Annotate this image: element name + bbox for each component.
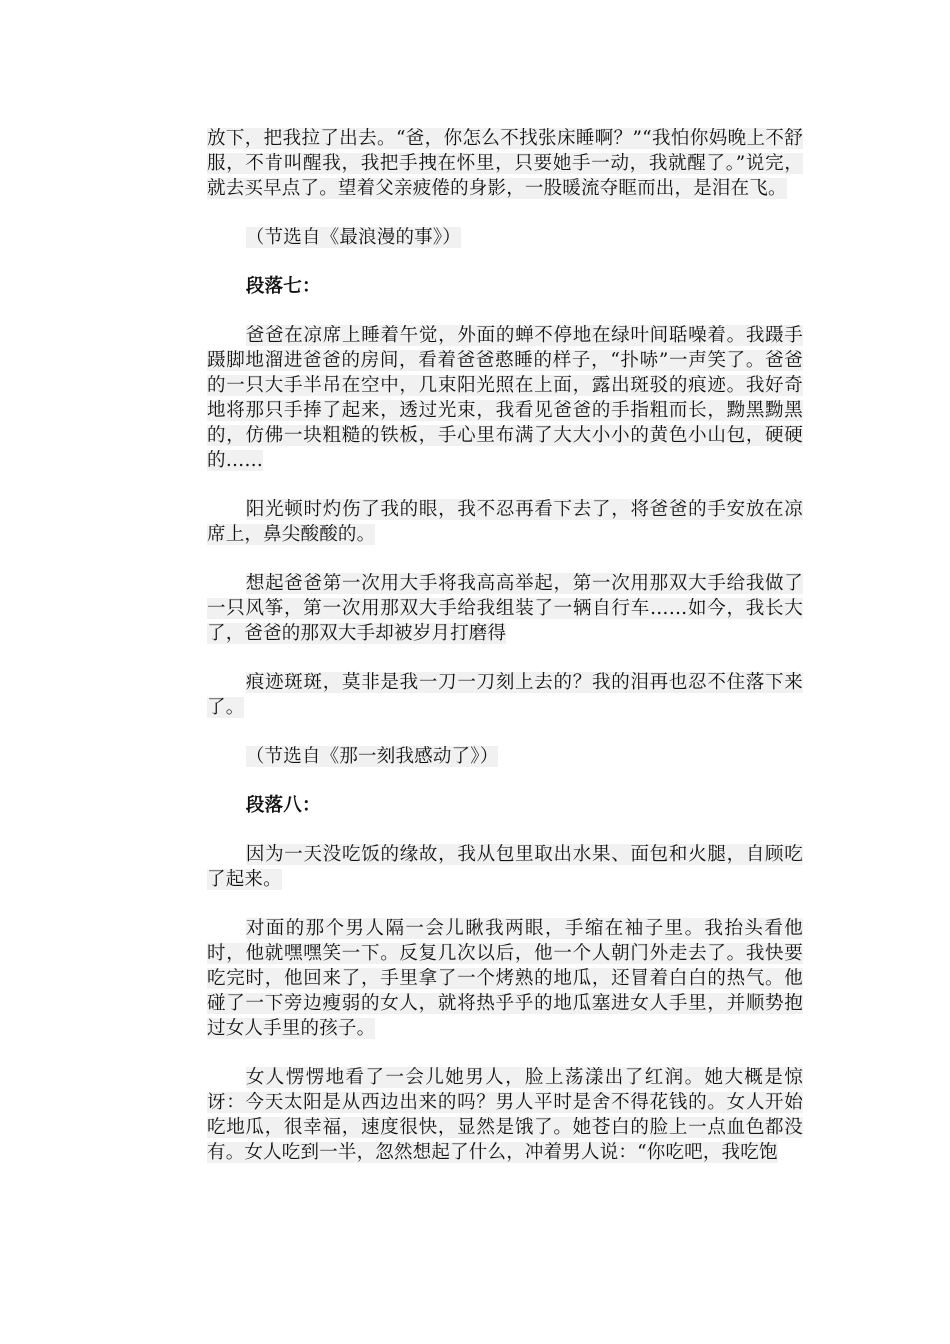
section-heading-7 [207, 274, 803, 299]
source-note-text: （节选自《那一刻我感动了》） [245, 746, 499, 767]
paragraph-text: 想起爸爸第一次用大手将我高高举起，第一次用那双大手给我做了一只风筝，第一次用那双大手给我组装了一辆自行车……如今，我长大了，爸爸的那双大手却被岁月打磨得 [207, 573, 803, 644]
paragraph-text: 女人愣愣地看了一会儿她男人，脸上荡漾出了红润。她大概是惊讶：今天太阳是从西边出来的吗？男人平时是舍不得花钱的。女人开始吃地瓜，很幸福，速度很快，显然是饿了。她苍白的脸上一点血色都没有。女人吃到一半，忽然想起了什么，冲着男人说：“你吃吧，我吃饱 [207, 1067, 803, 1163]
source-note [207, 744, 803, 769]
section-heading-text: 段落八： [245, 795, 321, 816]
paragraph-text: 因为一天没吃饭的缘故，我从包里取出水果、面包和火腿，自顾吃了起来。 [207, 844, 803, 890]
section-heading-8 [207, 793, 803, 818]
paragraph [207, 1065, 803, 1165]
paragraph-text: 阳光顿时灼伤了我的眼，我不忍再看下去了，将爸爸的手安放在凉席上，鼻尖酸酸的。 [207, 499, 803, 545]
paragraph [207, 842, 803, 892]
paragraph [207, 670, 803, 720]
paragraph-text: 放下，把我拉了出去。“爸，你怎么不找张床睡啊？”“我怕你妈晚上不舒服，不肯叫醒我，我把手拽在怀里，只要她手一动，我就醒了。”说完，就去买早点了。望着父亲疲倦的身影，一股暖流夺眶而出，是泪在飞。 [207, 128, 803, 199]
paragraph [207, 323, 803, 473]
paragraph [207, 497, 803, 547]
document-page [207, 126, 803, 1165]
paragraph-text: 痕迹斑斑，莫非是我一刀一刀刻上去的？我的泪再也忍不住落下来了。 [207, 672, 803, 718]
paragraph [207, 571, 803, 646]
paragraph [207, 916, 803, 1041]
source-note [207, 225, 803, 250]
section-heading-text: 段落七： [245, 276, 321, 297]
paragraph-continued [207, 126, 803, 201]
source-note-text: （节选自《最浪漫的事》） [245, 227, 461, 248]
paragraph-text: 爸爸在凉席上睡着午觉，外面的蝉不停地在绿叶间聒噪着。我蹑手蹑脚地溜进爸爸的房间，看着爸爸憨睡的样子，“扑哧”一声笑了。爸爸的一只大手半吊在空中，几束阳光照在上面，露出斑驳的痕迹。我好奇地将那只手捧了起来，透过光束，我看见爸爸的手指粗而长，黝黑黝黑的，仿佛一块粗糙的铁板，手心里布满了大大小小的黄色小山包，硬硬的…… [207, 325, 803, 471]
paragraph-text: 对面的那个男人隔一会儿瞅我两眼，手缩在袖子里。我抬头看他时，他就嘿嘿笑一下。反复几次以后，他一个人朝门外走去了。我快要吃完时，他回来了，手里拿了一个烤熟的地瓜，还冒着白白的热气。他碰了一下旁边瘦弱的女人，就将热乎乎的地瓜塞进女人手里，并顺势抱过女人手里的孩子。 [207, 918, 803, 1039]
